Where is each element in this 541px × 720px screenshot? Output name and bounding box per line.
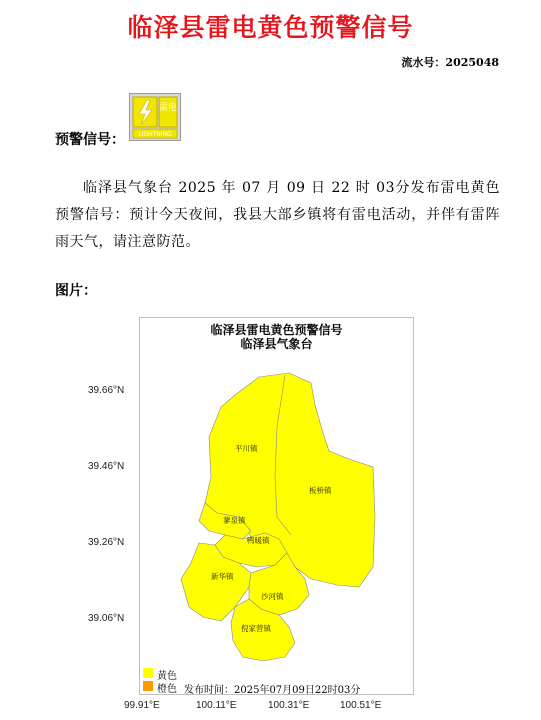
- lat-label: 39.26°N: [88, 537, 125, 548]
- lon-label: 100.51°E: [340, 700, 382, 711]
- town-label-pingchuan: 平川镇: [235, 444, 258, 453]
- lon-label: 100.31°E: [268, 700, 310, 711]
- town-label-yanuan: 鸭暖镇: [247, 536, 270, 545]
- town-label-banqiao: 板桥镇: [309, 486, 332, 495]
- legend-label-orange: 橙色: [157, 684, 177, 695]
- lat-label: 39.06°N: [88, 613, 125, 624]
- town-label-shahe: 沙河镇: [261, 592, 284, 601]
- picture-label: 图片：: [55, 283, 97, 299]
- icon-bottom-text: LIGHTNING: [138, 131, 172, 138]
- serial-number: 流水号：2025048: [401, 56, 499, 69]
- page-title: 临泽县雷电黄色预警信号: [127, 13, 414, 42]
- map-subtitle: 临泽县气象台: [240, 337, 313, 351]
- signal-label: 预警信号：: [55, 132, 125, 148]
- town-label-nijiaying: 倪家营镇: [241, 624, 271, 633]
- town-label-xinhua: 新华镇: [211, 572, 234, 581]
- lat-label: 39.46°N: [88, 461, 125, 472]
- county-map: [139, 317, 414, 695]
- lightning-yellow-warning-icon: [129, 93, 181, 141]
- publish-time: 发布时间：2025年07月09日22时03分: [184, 685, 361, 696]
- map-title: 临泽县雷电黄色预警信号: [210, 323, 343, 337]
- legend-swatch-orange: [143, 681, 153, 691]
- lon-label: 99.91°E: [124, 700, 160, 711]
- icon-top-text: 雷电: [158, 103, 178, 113]
- warning-body-text: 临泽县气象台 2025 年 07 月 09 日 22 时 03分发布雷电黄色预警信号：预计今天夜间，我县大部乡镇将有雷电活动，并伴有雷阵雨天气，请注意防范。: [55, 180, 500, 250]
- legend-label-yellow: 黄色: [157, 671, 177, 682]
- town-label-liaoquan: 蓼泉镇: [223, 516, 246, 525]
- legend-swatch-yellow: [143, 668, 153, 678]
- lon-label: 100.11°E: [196, 700, 237, 711]
- lat-label: 39.66°N: [88, 385, 125, 396]
